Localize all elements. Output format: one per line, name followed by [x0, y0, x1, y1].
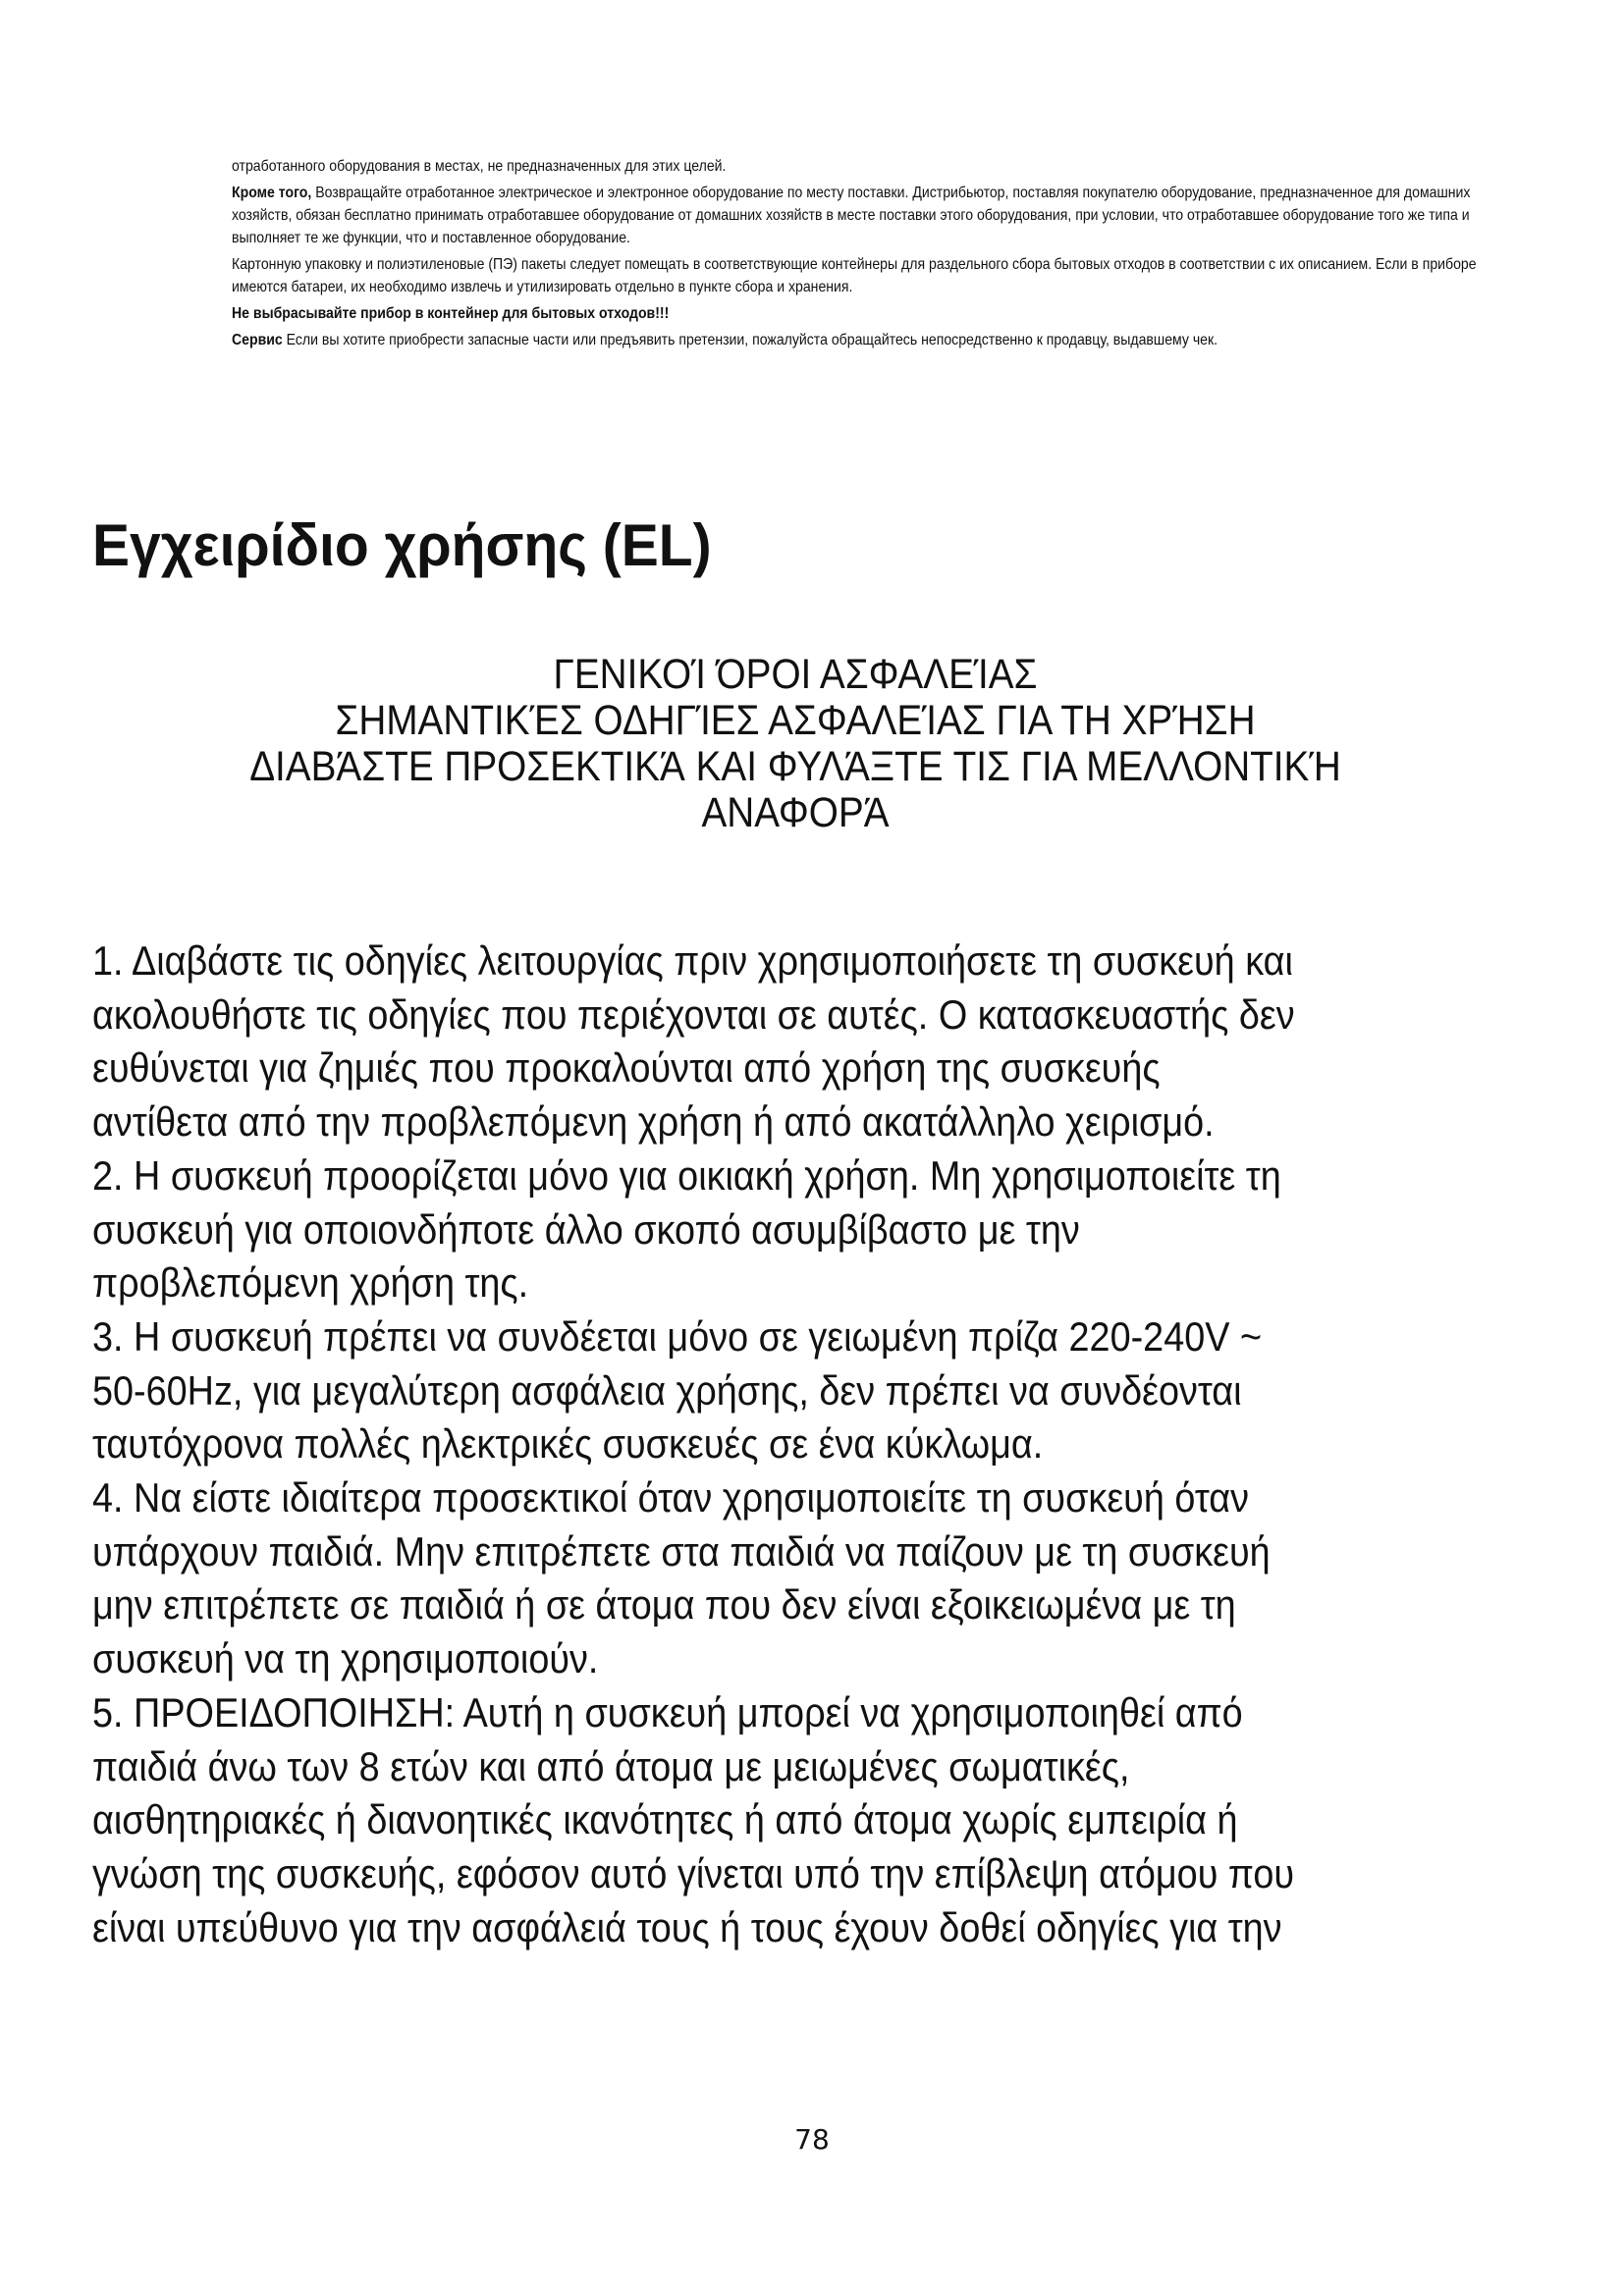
- russian-service-text: Если вы хотите приобрести запасные части или предъявить претензии, пожалуйста обращайтесь непосредственно к продавцу, выдавшему чек.: [282, 332, 1218, 348]
- russian-paragraph-1: [232, 155, 1498, 178]
- safety-heading-3: ΔΙΑΒΆΣΤΕ ΠΡΟΣΕΚΤΙΚΆ ΚΑΙ ΦΥΛΆΞΤΕ ΤΙΣ ΓΙΑ ΜΕΛΛΟΝΤΙΚΉ: [249, 743, 1341, 790]
- russian-paragraph-3-text: Картонную упаковку и полиэтиленовые (ПЭ) пакеты следует помещать в соответствующие контейнеры для раздельного сбора бытовых отходов в соответствии с их описанием. Если в приборе имеются батареи, их необходимо извлечь и утилизировать отдельно в пункте сбора и хранения.: [232, 256, 1477, 295]
- russian-paragraph-4: [232, 302, 1498, 325]
- rule-line: αντίθετα από την προβλεπόμενη χρήση ή από ακατάλληλο χειρισμό.: [92, 1098, 1215, 1146]
- rule-line: 5. ΠΡΟΕΙΔΟΠΟΙΗΣΗ: Αυτή η συσκευή μπορεί να χρησιμοποιηθεί από: [92, 1688, 1243, 1735]
- rule-line: 50-60Hz, για μεγαλύτερη ασφάλεια χρήσης, δεν πρέπει να συνδέονται: [92, 1366, 1242, 1414]
- rule-line: ταυτόχρονα πολλές ηλεκτρικές συσκευές σε ένα κύκλωμα.: [92, 1420, 1044, 1468]
- russian-paragraph-5: [232, 329, 1498, 351]
- rule-line: συσκευή για οποιονδήποτε άλλο σκοπό ασυμβίβαστο με την: [92, 1205, 1080, 1253]
- rule-line: παιδιά άνω των 8 ετών και από άτομα με μειωμένες σωματικές,: [92, 1742, 1130, 1789]
- rule-line: είναι υπεύθυνο για την ασφάλειά τους ή τους έχουν δοθεί οδηγίες για την: [92, 1903, 1282, 1950]
- safety-rules: [92, 934, 1400, 1954]
- russian-paragraph-2: [232, 182, 1498, 249]
- rule-line: ευθύνεται για ζημιές που προκαλούνται από χρήση της συσκευής: [92, 1044, 1161, 1092]
- rule-line: 2. Η συσκευή προορίζεται μόνο για οικιακή χρήση. Μη χρησιμοποιείτε τη: [92, 1151, 1281, 1199]
- russian-paragraph-2-text: Возвращайте отработанное электрическое и электронное оборудование по месту поставки. Дистрибьютор, поставляя покупателю оборудование, предназначенное для домашних хозяйств, обязан бесплатно принимать отработавшее оборудование от домашних хозяйств в месте поставки этого оборудования, при условии, что отработавшее оборудование того же типа и выполняет те же функции, что и поставленное оборудование.: [232, 185, 1471, 246]
- rule-line: 4. Να είστε ιδιαίτερα προσεκτικοί όταν χρησιμοποιείτε τη συσκευή όταν: [92, 1474, 1250, 1522]
- safety-heading-1: ΓΕΝΙΚΟΊ ΌΡΟΙ ΑΣΦΑΛΕΊΑΣ: [553, 651, 1038, 698]
- russian-paragraph-1-text: отработанного оборудования в местах, не предназначенных для этих целей.: [232, 158, 727, 175]
- russian-paragraph-2-bold: Кроме того,: [232, 185, 312, 201]
- russian-service-bold: Сервис: [232, 332, 283, 348]
- rule-line: γνώση της συσκευής, εφόσον αυτό γίνεται υπό την επίβλεψη ατόμου που: [92, 1849, 1295, 1896]
- safety-heading-2: ΣΗΜΑΝΤΙΚΈΣ ΟΔΗΓΊΕΣ ΑΣΦΑΛΕΊΑΣ ΓΙΑ ΤΗ ΧΡΉΣΗ: [335, 697, 1256, 744]
- russian-paragraph-3: [232, 253, 1498, 298]
- safety-headings: [118, 652, 1473, 836]
- page-number: 78: [794, 2123, 830, 2156]
- rule-line: μην επιτρέπετε σε παιδιά ή σε άτομα που δεν είναι εξοικειωμένα με τη: [92, 1581, 1236, 1629]
- rule-line: ακολουθήστε τις οδηγίες που περιέχονται σε αυτές. Ο κατασκευαστής δεν: [92, 990, 1295, 1038]
- rule-line: συσκευή να τη χρησιμοποιούν.: [92, 1635, 599, 1682]
- rule-line: υπάρχουν παιδιά. Μην επιτρέπετε στα παιδιά να παίζουν με τη συσκευή: [92, 1527, 1271, 1575]
- rule-line: προβλεπόμενη χρήση της.: [92, 1259, 529, 1307]
- russian-warning-bold: Не выбрасывайте прибор в контейнер для бытовых отходов!!!: [232, 305, 670, 322]
- russian-disposal-text: [232, 155, 1498, 355]
- rule-line: 1. Διαβάστε τις οδηγίες λειτουργίας πριν χρησιμοποιήσετε τη συσκευή και: [92, 937, 1293, 984]
- rule-line: 3. Η συσκευή πρέπει να συνδέεται μόνο σε γειωμένη πρίζα 220-240V ~: [92, 1312, 1263, 1360]
- safety-heading-4: ΑΝΑΦΟΡΆ: [701, 789, 890, 836]
- rule-line: αισθητηριακές ή διανοητικές ικανότητες ή από άτομα χωρίς εμπειρία ή: [92, 1796, 1238, 1843]
- greek-manual-title: Εγχειρίδιο χρήσης (EL): [92, 512, 712, 578]
